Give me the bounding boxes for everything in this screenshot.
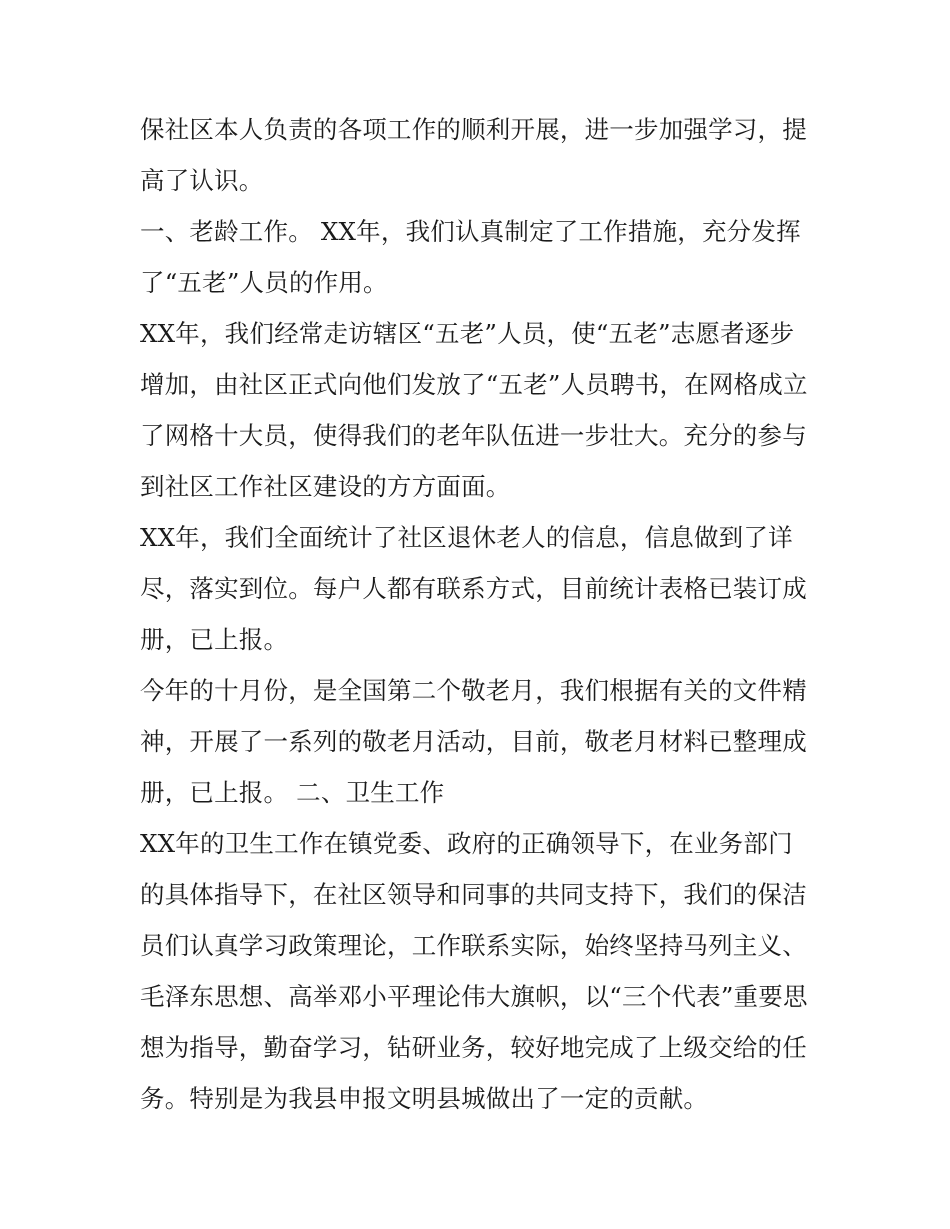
- text-line: XX年的卫生工作在镇党委、政府的正确领导下，在业务部门: [140, 829, 793, 858]
- text-line: 的具体指导下，在社区领导和同事的共同支持下，我们的保洁: [140, 880, 807, 909]
- text-line: 一、老龄工作。 XX年，我们认真制定了工作措施，充分发挥: [140, 217, 801, 246]
- text-line: 神，开展了一系列的敬老月活动，目前，敬老月材料已整理成: [140, 727, 807, 756]
- text-line: XX年，我们全面统计了社区退休老人的信息，信息做到了详: [140, 523, 793, 552]
- text-line: 保社区本人负责的各项工作的顺利开展，进一步加强学习，提: [140, 115, 807, 144]
- text-line: 务。特别是为我县申报文明县城做出了一定的贡献。: [140, 1084, 709, 1113]
- body-text: [140, 104, 820, 1124]
- text-line: 今年的十月份，是全国第二个敬老月，我们根据有关的文件精: [140, 676, 807, 705]
- text-line: 到社区工作社区建设的方方面面。: [140, 472, 511, 501]
- text-line: 册，已上报。: [140, 625, 289, 654]
- text-line: 员们认真学习政策理论，工作联系实际，始终坚持马列主义、: [140, 931, 807, 960]
- text-line: 尽，落实到位。每户人都有联系方式，目前统计表格已装订成: [140, 574, 807, 603]
- text-line: 想为指导，勤奋学习，钻研业务，较好地完成了上级交给的任: [140, 1033, 807, 1062]
- text-line: 册，已上报。 二、卫生工作: [140, 778, 445, 807]
- text-line: 增加，由社区正式向他们发放了“五老”人员聘书，在网格成立: [140, 370, 808, 399]
- text-line: XX年，我们经常走访辖区“五老”人员，使“五老”志愿者逐步: [140, 319, 795, 348]
- text-line: 了网格十大员，使得我们的老年队伍进一步壮大。充分的参与: [140, 421, 807, 450]
- text-line: 毛泽东思想、高举邓小平理论伟大旗帜，以“三个代表”重要思: [140, 982, 808, 1011]
- text-line: 了“五老”人员的作用。: [140, 268, 388, 297]
- text-line: 高了认识。: [140, 166, 264, 195]
